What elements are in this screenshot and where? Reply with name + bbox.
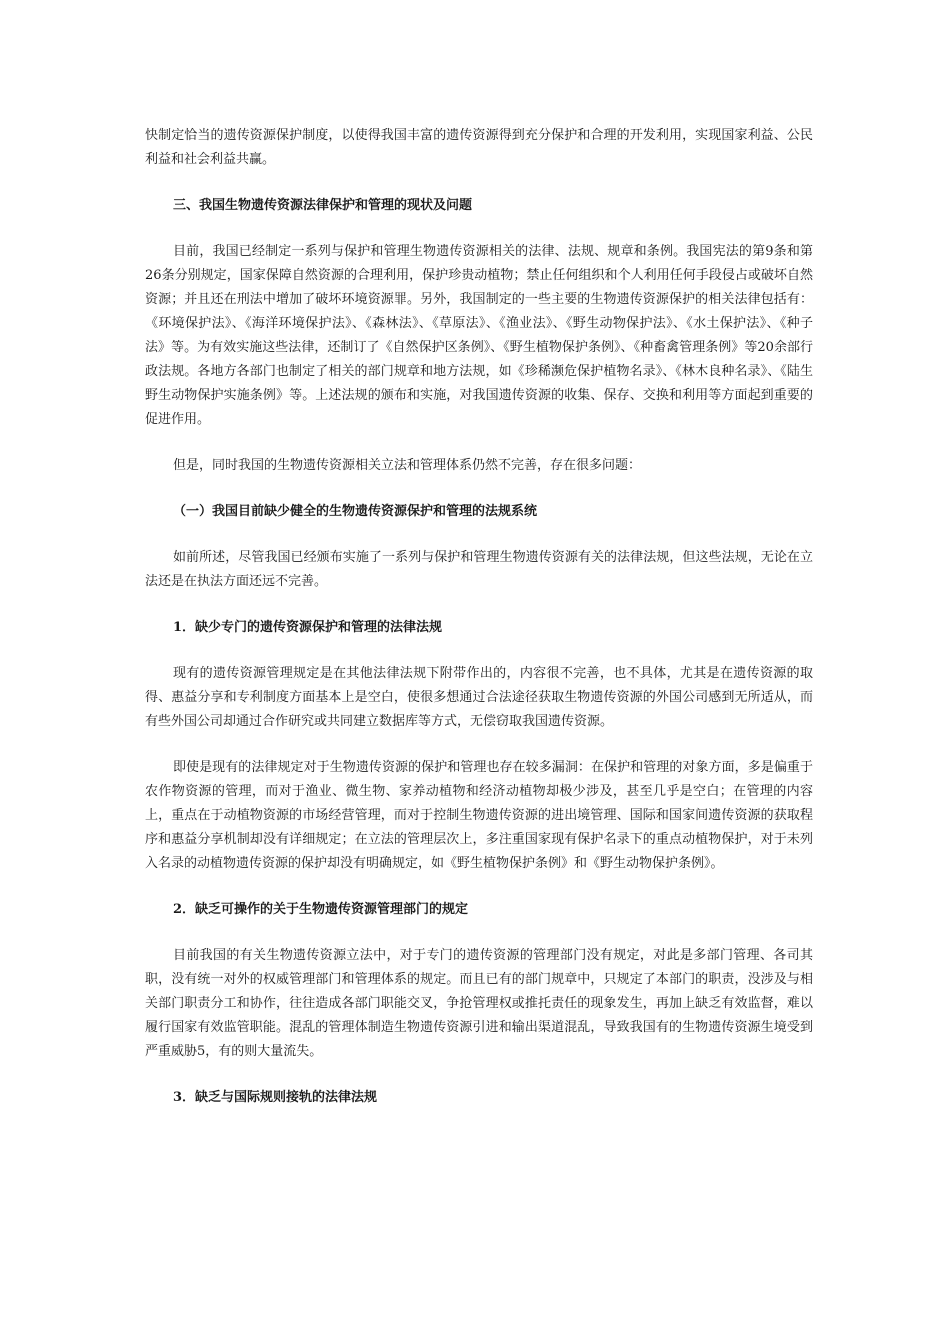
subsection-heading-1: （一）我国目前缺少健全的生物遗传资源保护和管理的法规系统: [173, 504, 538, 519]
paragraph-current-laws: 目前，我国已经制定一系列与保护和管理生物遗传资源相关的法律、法规、规章和条例。我国宪法的第9条和第26条分别规定，国家保障自然资源的合理利用，保护珍贵动植物；禁止任何组织和个人利用任何手段侵占或破坏自然资源；并且还在刑法中增加了破坏环境资源罪。另外，我国制定的一些主要的生物遗传资源保护的相关法律包括有：《环境保护法》、《海洋环境保护法》、《森林法》、《草原法》、《渔业法》、《野生动物保护法》、《水土保护法》、《种子法》等。为有效实施这些法律，还制订了《自然保护区条例》、《野生植物保护条例》、《种畜禽管理条例》等20余部行政法规。各地方各部门也制定了相关的部门规章和地方法规，如《珍稀濒危保护植物名录》、《林木良种名录》、《陆生野生动物保护实施条例》等。上述法规的颁布和实施，对我国遗传资源的收集、保存、交换和利用等方面起到重要的促进作用。: [145, 244, 813, 427]
item-heading-3: 3．缺乏与国际规则接轨的法律法规: [173, 1090, 378, 1105]
document-page: [145, 124, 813, 1110]
paragraph-problems-intro: 但是，同时我国的生物遗传资源相关立法和管理体系仍然不完善，存在很多问题：: [173, 458, 642, 473]
paragraph-management-departments: 目前我国的有关生物遗传资源立法中，对于专门的遗传资源的管理部门没有规定，对此是多部门管理、各司其职，没有统一对外的权威管理部门和管理体系的规定。而且已有的部门规章中，只规定了本部门的职责，没涉及与相关部门职责分工和协作，往往造成各部门职能交叉，争抢管理权或推托责任的现象发生，再加上缺乏有效监督，难以履行国家有效监管职能。混乱的管理体制造生物遗传资源引进和输出渠道混乱，导致我国有的生物遗传资源生境受到严重威胁5，有的则大量流失。: [145, 948, 813, 1059]
section-heading-3: 三、我国生物遗传资源法律保护和管理的现状及问题: [173, 198, 473, 213]
paragraph-existing-loopholes: 即使是现有的法律规定对于生物遗传资源的保护和管理也存在较多漏洞：在保护和管理的对象方面，多是偏重于农作物资源的管理，而对于渔业、微生物、家养动植物和经济动植物却极少涉及，甚至几乎是空白；在管理的内容上，重点在于动植物资源的市场经营管理，而对于控制生物遗传资源的进出境管理、国际和国家间遗传资源的获取程序和惠益分享机制却没有详细规定；在立法的管理层次上，多注重国家现有保护名录下的重点动植物保护，对于未列入名录的动植物遗传资源的保护却没有明确规定，如《野生植物保护条例》和《野生动物保护条例》。: [145, 760, 813, 871]
paragraph-missing-specific-laws: 现有的遗传资源管理规定是在其他法律法规下附带作出的，内容很不完善，也不具体，尤其是在遗传资源的取得、惠益分享和专利制度方面基本上是空白，使很多想通过合法途径获取生物遗传资源的外国公司感到无所适从，而有些外国公司却通过合作研究或共同建立数据库等方式，无偿窃取我国遗传资源。: [145, 666, 813, 729]
item-heading-1: 1．缺少专门的遗传资源保护和管理的法律法规: [173, 620, 443, 635]
paragraph-continuation: 快制定恰当的遗传资源保护制度，以使得我国丰富的遗传资源得到充分保护和合理的开发利用，实现国家利益、公民利益和社会利益共赢。: [145, 128, 813, 167]
paragraph-legislation-gap: 如前所述，尽管我国已经颁布实施了一系列与保护和管理生物遗传资源有关的法律法规，但这些法规，无论在立法还是在执法方面还远不完善。: [145, 550, 813, 589]
item-heading-2: 2．缺乏可操作的关于生物遗传资源管理部门的规定: [173, 902, 469, 917]
